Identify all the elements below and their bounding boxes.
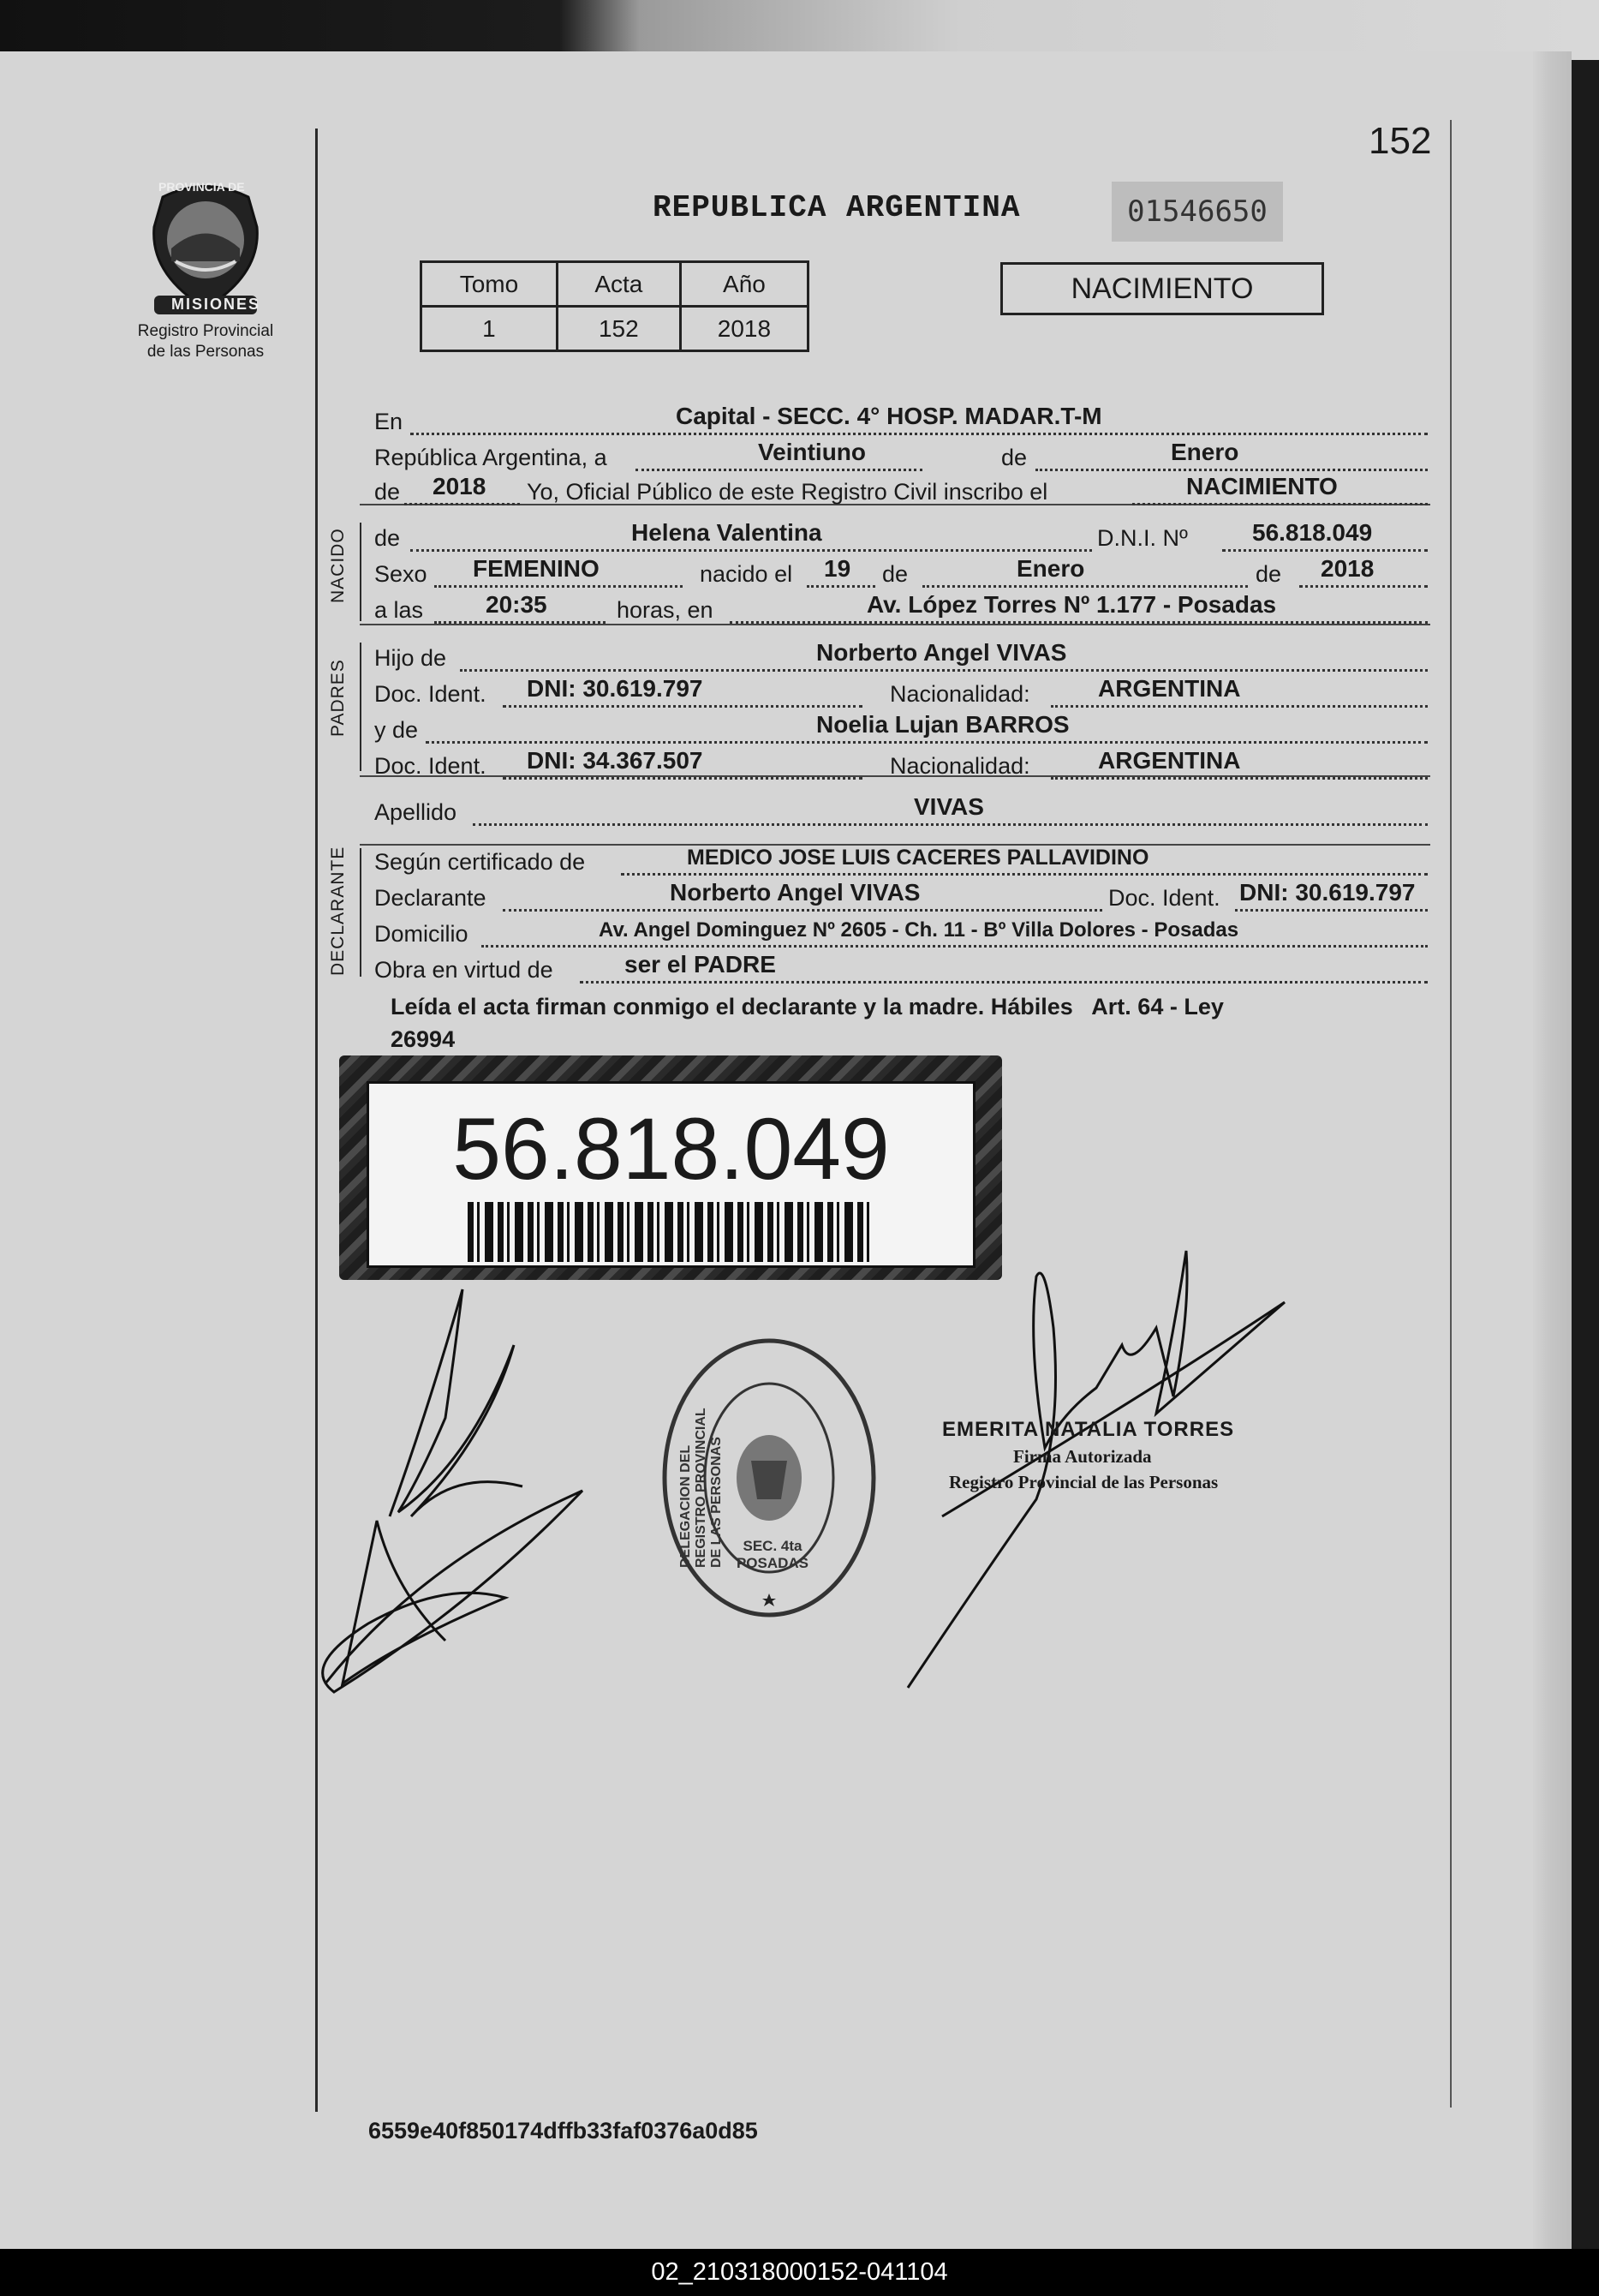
father-doc-value: DNI: 30.619.797 xyxy=(527,675,703,702)
logo-caption-2: de las Personas xyxy=(146,343,265,361)
birth-month-value: Enero xyxy=(1017,555,1085,582)
document-hash: 6559e40f850174dffb33faf0376a0d85 xyxy=(368,2118,758,2144)
logo-top-text: PROVINCIA DE xyxy=(158,180,245,194)
row-father xyxy=(374,639,1428,672)
declarante-bracket xyxy=(360,848,361,977)
right-margin-rule xyxy=(1450,120,1452,2108)
file-code-footer: 02_210318000152-041104 xyxy=(0,2249,1599,2296)
mother-doc-value: DNI: 34.367.507 xyxy=(527,747,703,774)
dotted-line xyxy=(434,585,683,588)
serial-number: 01546650 xyxy=(1112,182,1283,242)
row-inscribo xyxy=(374,473,1428,505)
obra-value: ser el PADRE xyxy=(624,951,776,978)
closing-line-2: 26994 xyxy=(391,1026,456,1052)
dotted-line xyxy=(404,503,520,505)
row-republica xyxy=(374,439,1428,471)
row-sexo xyxy=(374,555,1428,588)
dotted-line xyxy=(1051,705,1428,708)
dotted-line xyxy=(1235,909,1428,912)
row-certificado xyxy=(374,843,1428,876)
y-de-label: y de xyxy=(374,717,419,743)
certificado-label: Según certificado de xyxy=(374,849,586,875)
logo-caption-1: Registro Provincial xyxy=(137,322,274,340)
official-name: EMERITA NATALIA TORRES xyxy=(942,1418,1235,1441)
dotted-line xyxy=(503,705,862,708)
apellido-label: Apellido xyxy=(374,799,457,825)
dotted-line xyxy=(1299,585,1428,588)
sexo-label: Sexo xyxy=(374,561,427,587)
divider-2 xyxy=(360,624,1430,625)
dotted-line xyxy=(426,741,1428,744)
birth-year-value: 2018 xyxy=(1321,555,1375,582)
day-words-value: Veintiuno xyxy=(758,439,866,465)
name-value: Helena Valentina xyxy=(631,519,822,546)
de-year-label: de xyxy=(374,479,401,505)
declarante-doc-label: Doc. Ident. xyxy=(1108,885,1220,911)
left-margin-rule xyxy=(315,129,318,2112)
mother-nat-label: Nacionalidad: xyxy=(890,753,1030,779)
de-birth-label: de xyxy=(882,561,909,587)
hour-value: 20:35 xyxy=(486,591,547,618)
hijo-de-label: Hijo de xyxy=(374,645,447,671)
tomo-value: 1 xyxy=(421,307,558,351)
dotted-line xyxy=(580,981,1428,984)
ano-value: 2018 xyxy=(680,307,808,351)
row-en xyxy=(374,403,1428,435)
closing-line-1: Leída el acta firman conmigo el declarante y la madre. Hábiles Art. 64 - Ley xyxy=(391,994,1224,1019)
dotted-line xyxy=(410,549,1113,552)
dni-sticker-number: 56.818.049 xyxy=(452,1100,890,1198)
a-las-label: a las xyxy=(374,597,424,623)
page-number: 152 xyxy=(1369,120,1432,162)
row-mother xyxy=(374,711,1428,744)
row-hora xyxy=(374,591,1428,624)
dotted-line xyxy=(730,621,1428,624)
dotted-line xyxy=(481,945,1428,948)
horas-en-label: horas, en xyxy=(617,597,713,623)
row-obra xyxy=(374,951,1428,984)
record-table xyxy=(420,260,809,352)
acta-value: 152 xyxy=(557,307,680,351)
padres-bracket xyxy=(360,643,361,771)
tomo-header: Tomo xyxy=(421,262,558,307)
acta-header: Acta xyxy=(557,262,680,307)
dotted-line xyxy=(473,823,1428,826)
dotted-line xyxy=(434,621,606,624)
inscribo-value: NACIMIENTO xyxy=(1186,473,1338,499)
declarante-doc-value: DNI: 30.619.797 xyxy=(1239,879,1416,906)
mother-value: Noelia Lujan BARROS xyxy=(816,711,1070,738)
delegation-seal xyxy=(661,1336,877,1623)
page-stack-edge xyxy=(1533,51,1572,2249)
side-label-declarante: DECLARANTE xyxy=(328,846,348,976)
domicilio-value: Av. Angel Dominguez Nº 2605 - Ch. 11 - Bº Villa Dolores - Posadas xyxy=(599,918,1239,942)
inscribo-label: Yo, Oficial Público de este Registro Civil inscribo el xyxy=(527,479,1048,505)
ano-header: Año xyxy=(680,262,808,307)
dotted-line xyxy=(1132,503,1428,505)
dotted-line xyxy=(460,669,1428,672)
barcode xyxy=(468,1202,874,1262)
row-apellido xyxy=(374,793,1428,826)
dotted-line xyxy=(807,585,875,588)
row-mother-doc xyxy=(374,747,1428,780)
official-office: Registro Provincial de las Personas xyxy=(949,1472,1219,1492)
dotted-line xyxy=(503,909,1102,912)
en-label: En xyxy=(374,409,403,434)
dotted-line xyxy=(621,873,1428,876)
logo-bottom-text: MISIONES xyxy=(171,296,261,313)
father-doc-label: Doc. Ident. xyxy=(374,681,486,707)
row-father-doc xyxy=(374,675,1428,708)
official-title: Firma Autorizada xyxy=(1013,1446,1152,1467)
de-birth-year-label: de xyxy=(1252,561,1285,588)
father-nat-value: ARGENTINA xyxy=(1098,675,1241,702)
declarante-label: Declarante xyxy=(374,885,486,911)
dotted-line xyxy=(503,777,862,780)
side-label-nacido: NACIDO xyxy=(328,528,348,603)
certificado-value: MEDICO JOSE LUIS CACERES PALLAVIDINO xyxy=(687,846,1149,870)
side-label-padres: PADRES xyxy=(328,659,348,737)
de-name-label: de xyxy=(374,525,401,551)
dni-sticker-label xyxy=(367,1081,976,1268)
nacido-el-label: nacido el xyxy=(700,561,793,587)
mother-doc-label: Doc. Ident. xyxy=(374,753,486,779)
birth-place-value: Av. López Torres Nº 1.177 - Posadas xyxy=(867,591,1277,618)
father-value: Norberto Angel VIVAS xyxy=(816,639,1067,666)
declarante-value: Norberto Angel VIVAS xyxy=(670,879,921,906)
seal-center-text: SEC. 4ta POSADAS xyxy=(736,1538,809,1571)
dotted-line xyxy=(410,433,1428,435)
sexo-value: FEMENINO xyxy=(473,555,600,582)
row-declarante xyxy=(374,879,1428,912)
dni-value: 56.818.049 xyxy=(1252,519,1373,546)
de-label: de xyxy=(1001,445,1028,470)
country-title: REPUBLICA ARGENTINA xyxy=(653,190,1021,225)
place-value: Capital - SECC. 4° HOSP. MADAR.T-M xyxy=(676,403,1102,429)
apellido-value: VIVAS xyxy=(914,793,984,820)
obra-label: Obra en virtud de xyxy=(374,957,553,983)
republica-label: República Argentina, a xyxy=(374,445,607,470)
dotted-line xyxy=(922,585,1248,588)
birth-day-value: 19 xyxy=(824,555,851,582)
mother-nat-value: ARGENTINA xyxy=(1098,747,1241,774)
row-domicilio xyxy=(374,915,1428,948)
dotted-line xyxy=(1222,549,1428,552)
seal-ring-text: DELEGACION DEL REGISTRO PROVINCIAL DE LAS PERSONAS xyxy=(678,1408,724,1568)
row-name xyxy=(374,519,1428,552)
nacido-bracket xyxy=(360,523,361,621)
year-value: 2018 xyxy=(433,473,486,499)
month-value: Enero xyxy=(1171,439,1239,465)
father-nat-label: Nacionalidad: xyxy=(890,681,1030,707)
dotted-line xyxy=(1051,777,1428,780)
dotted-line xyxy=(635,469,922,471)
dni-label: D.N.I. Nº xyxy=(1094,525,1191,552)
dotted-line xyxy=(1035,469,1428,471)
signature-declarante-mother xyxy=(317,1281,600,1709)
domicilio-label: Domicilio xyxy=(374,921,468,947)
record-type-box: NACIMIENTO xyxy=(1000,262,1324,315)
